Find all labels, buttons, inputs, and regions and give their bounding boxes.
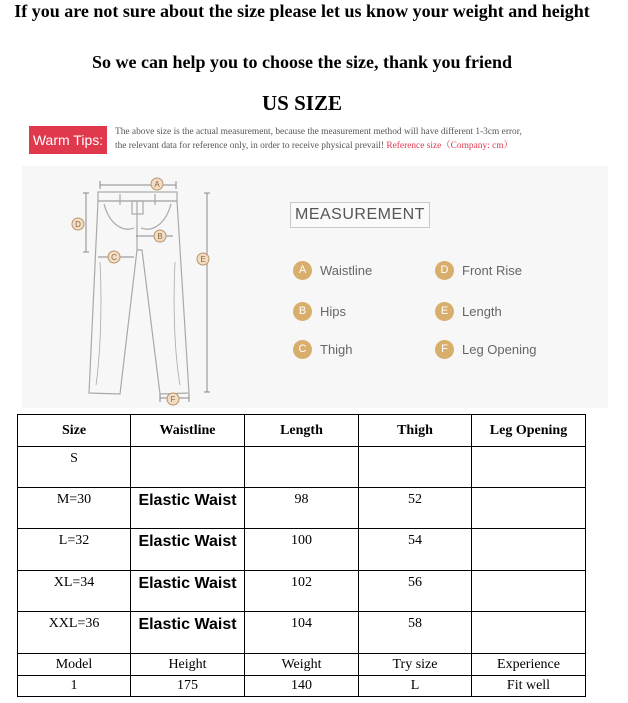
size-table [17,414,586,697]
length-cell: 104 [245,612,359,654]
length-cell: 100 [245,529,359,571]
table-row [18,488,586,529]
leg-opening-cell [472,571,586,612]
table-row [18,571,586,612]
legend-item-thigh [293,340,353,359]
model-cell: 1 [18,676,131,697]
leg-opening-cell [472,488,586,529]
table-row [18,612,586,654]
thigh-cell [359,447,472,488]
legend-item-length [435,302,502,321]
waistline-cell: Elastic Waist [131,571,245,612]
header-try-size: Try size [359,654,472,676]
header-model: Model [18,654,131,676]
marker-f-text: F [170,395,176,404]
size-cell: XL=34 [18,571,131,612]
marker-d-text: D [75,220,81,229]
warm-tips-line-2 [115,139,615,153]
model-row [18,676,586,697]
weight-cell: 140 [245,676,359,697]
legend-label: Hips [320,304,347,319]
headline-help-choose: So we can help you to choose the size, thank you friend [91,52,513,72]
marker-b-text: B [157,232,163,241]
table-row [18,447,586,488]
legend-label: Front Rise [462,263,522,278]
table-row [18,529,586,571]
legend-item-leg-opening [435,340,536,359]
legend-item-waistline [293,261,372,280]
legend-label: Leg Opening [462,342,537,357]
marker-c-text: C [111,253,117,262]
try-size-cell: L [359,676,472,697]
header-experience: Experience [472,654,586,676]
size-table-header-row [18,415,586,447]
length-cell: 102 [245,571,359,612]
legend-item-front-rise [435,261,522,280]
size-cell: XXL=36 [18,612,131,654]
warm-tips-line-2-text: the relevant data for reference only, in order to receive physical prevail! [115,141,385,151]
waistline-cell: Elastic Waist [131,529,245,571]
badge-c-icon: C [293,340,312,359]
size-cell: M=30 [18,488,131,529]
warm-tips-label: Warm Tips: [29,126,107,154]
legend-label: Length [462,304,502,319]
leg-opening-cell [472,612,586,654]
legend-label: Waistline [320,263,373,278]
header-height: Height [131,654,245,676]
measurement-title: MEASUREMENT [290,202,430,228]
reference-size-note: Reference size（Company: cm） [386,141,513,151]
length-cell [245,447,359,488]
badge-d-icon: D [435,261,454,280]
waistline-cell: Elastic Waist [131,612,245,654]
header-size: Size [18,415,131,447]
badge-a-icon: A [293,261,312,280]
thigh-cell: 52 [359,488,472,529]
warm-tips-line-1: The above size is the actual measurement, because the measurement method will have different 1-3cm error, [115,127,522,137]
header-thigh: Thigh [359,415,472,447]
header-waistline: Waistline [131,415,245,447]
marker-a-text: A [154,180,160,189]
pants-diagram [66,172,226,412]
badge-b-icon: B [293,302,312,321]
size-cell: L=32 [18,529,131,571]
thigh-cell: 54 [359,529,472,571]
headline-size-request: If you are not sure about the size please let us know your weight and height [14,1,590,21]
page-title: US SIZE [262,91,342,115]
warm-tips-text [115,125,615,153]
legend-item-hips [293,302,346,321]
leg-opening-cell [472,447,586,488]
header-length: Length [245,415,359,447]
size-cell: S [18,447,131,488]
waistline-cell [131,447,245,488]
header-leg-opening: Leg Opening [472,415,586,447]
marker-e-text: E [200,255,206,264]
thigh-cell: 56 [359,571,472,612]
waistline-cell: Elastic Waist [131,488,245,529]
model-header-row [18,654,586,676]
height-cell: 175 [131,676,245,697]
badge-e-icon: E [435,302,454,321]
experience-cell: Fit well [472,676,586,697]
header-weight: Weight [245,654,359,676]
thigh-cell: 58 [359,612,472,654]
legend-label: Thigh [320,342,353,357]
length-cell: 98 [245,488,359,529]
leg-opening-cell [472,529,586,571]
badge-f-icon: F [435,340,454,359]
